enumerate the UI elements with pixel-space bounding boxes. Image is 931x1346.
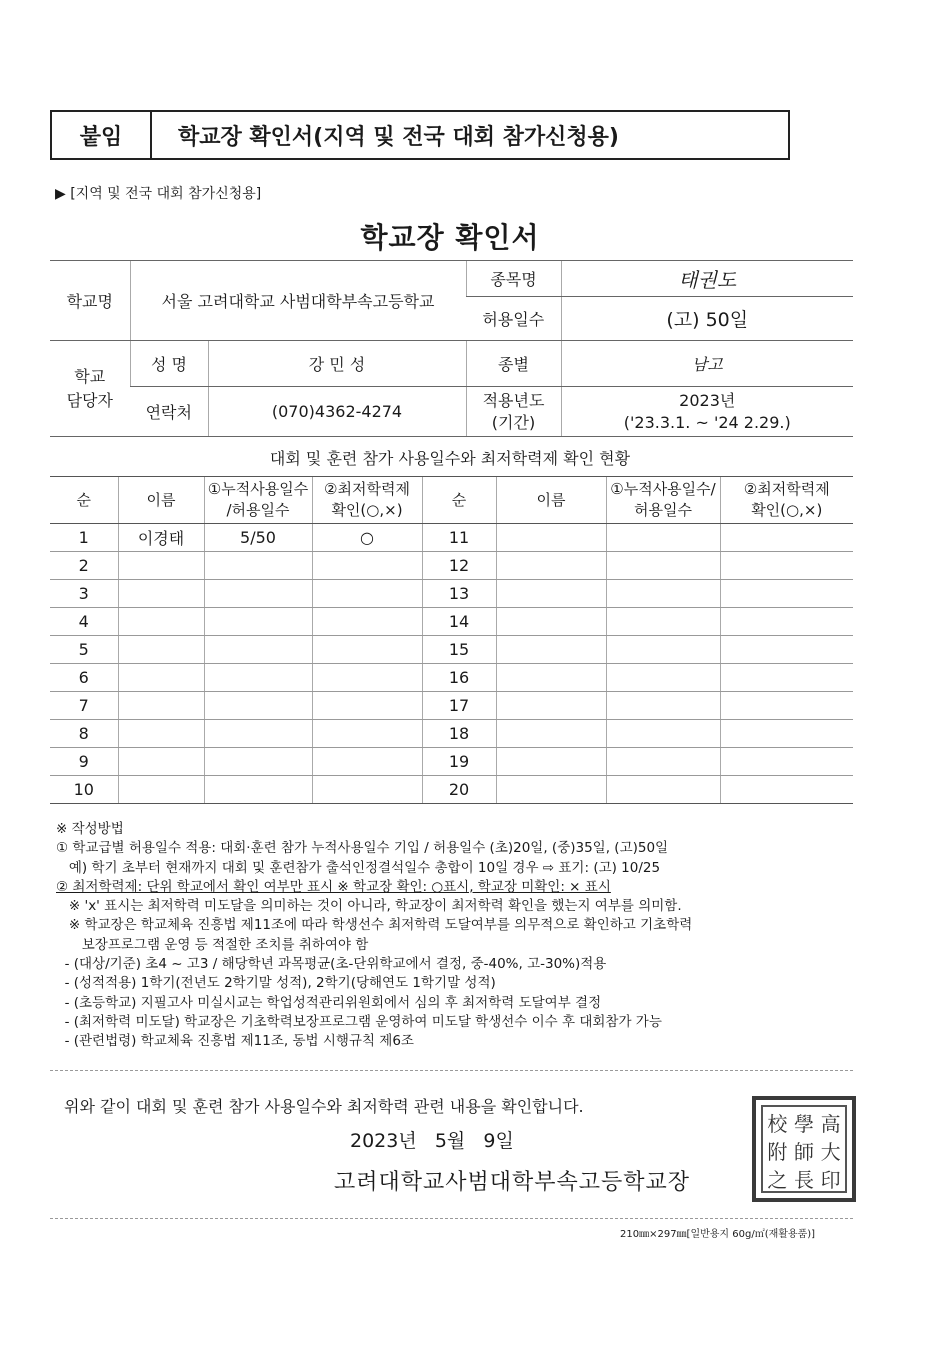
header-no-2: 순	[422, 477, 496, 524]
row-min-academic-2	[720, 720, 853, 748]
note-line: ② 최저학력제: 단위 학교에서 확인 여부만 표시 ※ 학교장 확인: ○표시, 학교장 미확인: × 표시	[56, 878, 611, 895]
document-title: 학교장 확인서	[360, 221, 540, 254]
row-cumulative	[204, 692, 312, 720]
row-no-2: 19	[422, 748, 496, 776]
row-cumulative-2	[606, 580, 720, 608]
row-min-academic	[312, 692, 422, 720]
table-row	[50, 636, 853, 664]
row-no: 3	[50, 580, 118, 608]
banner-title: 학교장 확인서(지역 및 전국 대회 참가신청용)	[178, 124, 619, 150]
year-cell	[561, 387, 853, 437]
row-name-2	[496, 720, 606, 748]
row-cumulative	[204, 552, 312, 580]
row-no-2: 15	[422, 636, 496, 664]
table-row	[50, 608, 853, 636]
note-line: - (성적적용) 1학기(전년도 2학기말 성적), 2학기(당해연도 1학기말 성적)	[56, 975, 496, 992]
row-min-academic-2	[720, 552, 853, 580]
note-line: 예) 학기 초부터 현재까지 대회 및 훈련참가 출석인정결석일수 총합이 10일 경우 ⇨ 표기: (고) 10/25	[56, 859, 661, 876]
row-min-academic	[312, 776, 422, 804]
row-no: 4	[50, 608, 118, 636]
row-name-2	[496, 692, 606, 720]
participation-table	[50, 476, 853, 804]
category-label: 종별	[466, 341, 561, 387]
paper-spec: 210㎜×297㎜[일반용지 60g/㎡(재활용품)]	[620, 1229, 816, 1240]
row-name	[118, 692, 204, 720]
row-min-academic-2	[720, 580, 853, 608]
row-no: 2	[50, 552, 118, 580]
row-cumulative	[204, 580, 312, 608]
header-banner	[50, 110, 790, 160]
row-cumulative-2	[606, 636, 720, 664]
row-no-2: 20	[422, 776, 496, 804]
row-name	[118, 776, 204, 804]
row-name	[118, 748, 204, 776]
row-name	[118, 636, 204, 664]
row-name-2	[496, 608, 606, 636]
year-value: 2023년	[679, 390, 736, 410]
row-cumulative	[204, 720, 312, 748]
confirm-text: 위와 같이 대회 및 훈련 참가 사용일수와 최저학력 관련 내용을 확인합니다.	[64, 1097, 584, 1116]
row-min-academic: ○	[312, 524, 422, 552]
note-line: - (대상/기준) 초4 ~ 고3 / 해당학년 과목평균(초-단위학교에서 결정, 중-40%, 고-30%)적용	[56, 956, 607, 973]
official-seal-icon: 校 學 高 附 師 大 之 長 印	[752, 1096, 856, 1202]
year-label: 적용년도 (기간)	[466, 387, 561, 437]
header-min-academic-2: ②최저학력제 확인(○,×)	[720, 477, 853, 524]
attachment-tag: 붙임	[52, 112, 152, 158]
days-value: (고) 50일	[561, 297, 853, 341]
info-table	[50, 260, 853, 437]
row-cumulative	[204, 636, 312, 664]
row-cumulative-2	[606, 524, 720, 552]
row-no-2: 17	[422, 692, 496, 720]
row-name-2	[496, 552, 606, 580]
section-title: 대회 및 훈련 참가 사용일수와 최저학력제 확인 현황	[269, 449, 631, 468]
row-name: 이경태	[118, 524, 204, 552]
row-min-academic	[312, 720, 422, 748]
row-min-academic-2	[720, 524, 853, 552]
row-no-2: 13	[422, 580, 496, 608]
note-line: - (최저학력 미도달) 학교장은 기초학력보장프로그램 운영하여 미도달 학생선수 이수 후 대회참가 가능	[56, 1013, 662, 1030]
row-min-academic	[312, 748, 422, 776]
note-line: - (초등학교) 지필고사 미실시교는 학업성적관리위원회에서 심의 후 최저학력 도달여부 결정	[56, 994, 602, 1011]
row-no: 10	[50, 776, 118, 804]
row-cumulative-2	[606, 692, 720, 720]
issue-date: 2023년 5월 9일	[350, 1130, 514, 1152]
row-min-academic-2	[720, 776, 853, 804]
note-line: 보장프로그램 운영 등 적절한 조치를 취하여야 함	[56, 936, 369, 953]
row-min-academic	[312, 580, 422, 608]
table-row	[50, 552, 853, 580]
header-name: 이름	[118, 477, 204, 524]
writing-instructions	[56, 820, 856, 1052]
row-no-2: 16	[422, 664, 496, 692]
header-min-academic: ②최저학력제 확인(○,×)	[312, 477, 422, 524]
row-cumulative	[204, 664, 312, 692]
days-label: 허용일수	[466, 297, 561, 341]
row-no-2: 18	[422, 720, 496, 748]
row-cumulative	[204, 608, 312, 636]
row-cumulative-2	[606, 608, 720, 636]
table-row	[50, 524, 853, 552]
row-no: 9	[50, 748, 118, 776]
row-no: 7	[50, 692, 118, 720]
row-no-2: 14	[422, 608, 496, 636]
row-min-academic-2	[720, 748, 853, 776]
row-no: 8	[50, 720, 118, 748]
table-row	[50, 720, 853, 748]
divider-top	[50, 1070, 853, 1071]
contact-label: 연락처	[130, 387, 208, 437]
row-cumulative-2	[606, 748, 720, 776]
row-min-academic-2	[720, 664, 853, 692]
note-line: ※ 학교장은 학교체육 진흥법 제11조에 따라 학생선수 최저학력 도달여부를 의무적으로 확인하고 기초학력	[56, 917, 693, 934]
row-name	[118, 720, 204, 748]
row-cumulative	[204, 748, 312, 776]
table-row	[50, 748, 853, 776]
note-line: ※ 'x' 표시는 최저학력 미도달을 의미하는 것이 아니라, 학교장이 최저학력 확인을 했는지 여부를 의미함.	[56, 898, 682, 915]
row-name	[118, 580, 204, 608]
row-name-2	[496, 580, 606, 608]
note-line: - (관련법령) 학교체육 진흥법 제11조, 동법 시행규칙 제6조	[56, 1033, 414, 1050]
table-row	[50, 776, 853, 804]
row-name	[118, 664, 204, 692]
row-min-academic-2	[720, 692, 853, 720]
header-no: 순	[50, 477, 118, 524]
row-cumulative-2	[606, 664, 720, 692]
row-min-academic	[312, 664, 422, 692]
event-label: 종목명	[466, 261, 561, 297]
header-cumulative: ①누적사용일수 /허용일수	[204, 477, 312, 524]
table-row	[50, 580, 853, 608]
row-name	[118, 552, 204, 580]
row-cumulative: 5/50	[204, 524, 312, 552]
note-line: ① 학교급별 허용일수 적용: 대회·훈련 참가 누적사용일수 기입 / 허용일수 (초)20일, (중)35일, (고)50일	[56, 840, 669, 857]
header-name-2: 이름	[496, 477, 606, 524]
row-no-2: 12	[422, 552, 496, 580]
category-value: 남고	[561, 341, 853, 387]
row-cumulative	[204, 776, 312, 804]
name-value: 강 민 성	[208, 341, 466, 387]
row-min-academic	[312, 636, 422, 664]
row-cumulative-2	[606, 552, 720, 580]
subheading: ▶ [지역 및 전국 대회 참가신청용]	[55, 186, 262, 202]
row-no: 5	[50, 636, 118, 664]
note-line: ※ 작성방법	[56, 821, 124, 837]
row-min-academic-2	[720, 636, 853, 664]
row-name	[118, 608, 204, 636]
name-label: 성 명	[130, 341, 208, 387]
row-name-2	[496, 776, 606, 804]
row-name-2	[496, 636, 606, 664]
row-name-2	[496, 524, 606, 552]
manager-label: 학교 담당자	[50, 341, 130, 437]
row-cumulative-2	[606, 720, 720, 748]
row-no: 6	[50, 664, 118, 692]
row-no: 1	[50, 524, 118, 552]
row-cumulative-2	[606, 776, 720, 804]
row-min-academic-2	[720, 608, 853, 636]
divider-bottom	[50, 1218, 853, 1219]
event-value: 태권도	[561, 261, 853, 297]
row-name-2	[496, 664, 606, 692]
principal-name: 고려대학교사범대학부속고등학교장	[334, 1170, 691, 1195]
contact-value: (070)4362-4274	[208, 387, 466, 437]
table-row	[50, 664, 853, 692]
school-label: 학교명	[50, 261, 130, 341]
table-row	[50, 692, 853, 720]
row-name-2	[496, 748, 606, 776]
school-value: 서울 고려대학교 사범대학부속고등학교	[130, 261, 466, 341]
row-min-academic	[312, 608, 422, 636]
row-no-2: 11	[422, 524, 496, 552]
header-cumulative-2: ①누적사용일수/ 허용일수	[606, 477, 720, 524]
row-min-academic	[312, 552, 422, 580]
period-value: ('23.3.1. ~ '24 2.29.)	[623, 412, 791, 432]
